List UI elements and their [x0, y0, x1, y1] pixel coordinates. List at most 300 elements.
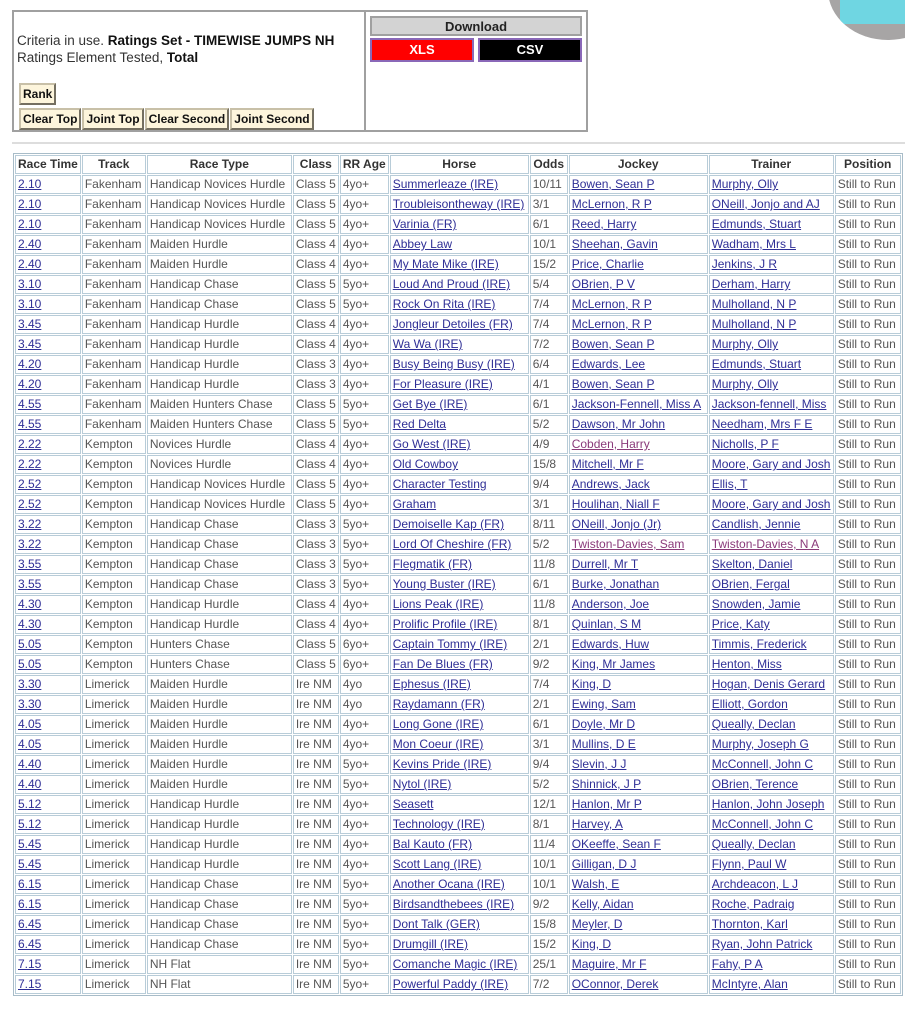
- trainer-link[interactable]: Henton, Miss: [711, 657, 782, 671]
- cell-race-time[interactable]: [15, 735, 81, 754]
- trainer-link[interactable]: McConnell, John C: [711, 757, 814, 771]
- cell-jockey[interactable]: [569, 415, 708, 434]
- cell-horse[interactable]: [390, 775, 529, 794]
- cell-jockey[interactable]: [569, 495, 708, 514]
- horse-link[interactable]: Go West (IRE): [392, 437, 471, 451]
- cell-trainer[interactable]: [709, 695, 834, 714]
- trainer-link[interactable]: Needham, Mrs F E: [711, 417, 813, 431]
- trainer-link[interactable]: Moore, Gary and Josh: [711, 497, 831, 511]
- cell-jockey[interactable]: [569, 755, 708, 774]
- trainer-link[interactable]: Mulholland, N P: [711, 297, 797, 311]
- jockey-link[interactable]: Burke, Jonathan: [571, 577, 660, 591]
- cell-horse[interactable]: [390, 415, 529, 434]
- cell-race-time[interactable]: [15, 555, 81, 574]
- cell-horse[interactable]: [390, 495, 529, 514]
- cell-trainer[interactable]: [709, 515, 834, 534]
- trainer-link[interactable]: Roche, Padraig: [711, 897, 795, 911]
- cell-jockey[interactable]: [569, 555, 708, 574]
- race-time-link[interactable]: 6.45: [18, 937, 42, 951]
- race-time-link[interactable]: 6.45: [18, 917, 42, 931]
- race-time-link[interactable]: 3.45: [18, 317, 42, 331]
- cell-jockey[interactable]: [569, 395, 708, 414]
- jockey-link[interactable]: Anderson, Joe: [571, 597, 650, 611]
- race-time-link[interactable]: 4.05: [18, 737, 42, 751]
- cell-jockey[interactable]: [569, 215, 708, 234]
- horse-link[interactable]: Graham: [392, 497, 437, 511]
- horse-link[interactable]: Drumgill (IRE): [392, 937, 469, 951]
- cell-race-time[interactable]: [15, 495, 81, 514]
- trainer-link[interactable]: OBrien, Fergal: [711, 577, 790, 591]
- race-time-link[interactable]: 4.05: [18, 717, 42, 731]
- horse-link[interactable]: Young Buster (IRE): [392, 577, 496, 591]
- trainer-link[interactable]: Edmunds, Stuart: [711, 217, 802, 231]
- cell-horse[interactable]: [390, 855, 529, 874]
- cell-horse[interactable]: [390, 255, 529, 274]
- cell-trainer[interactable]: [709, 775, 834, 794]
- cell-trainer[interactable]: [709, 715, 834, 734]
- race-time-link[interactable]: 2.40: [18, 257, 42, 271]
- cell-horse[interactable]: [390, 655, 529, 674]
- cell-race-time[interactable]: [15, 615, 81, 634]
- cell-jockey[interactable]: [569, 335, 708, 354]
- cell-race-time[interactable]: [15, 855, 81, 874]
- cell-jockey[interactable]: [569, 475, 708, 494]
- cell-trainer[interactable]: [709, 175, 834, 194]
- cell-jockey[interactable]: [569, 735, 708, 754]
- race-time-link[interactable]: 6.15: [18, 877, 42, 891]
- jockey-link[interactable]: Hanlon, Mr P: [571, 797, 642, 811]
- jockey-link[interactable]: Meyler, D: [571, 917, 623, 931]
- cell-horse[interactable]: [390, 315, 529, 334]
- horse-link[interactable]: Seasett: [392, 797, 434, 811]
- jockey-link[interactable]: Edwards, Huw: [571, 637, 650, 651]
- cell-horse[interactable]: [390, 975, 529, 994]
- cell-trainer[interactable]: [709, 335, 834, 354]
- cell-trainer[interactable]: [709, 635, 834, 654]
- trainer-link[interactable]: Candlish, Jennie: [711, 517, 801, 531]
- cell-trainer[interactable]: [709, 875, 834, 894]
- cell-race-time[interactable]: [15, 955, 81, 974]
- cell-race-time[interactable]: [15, 635, 81, 654]
- cell-trainer[interactable]: [709, 735, 834, 754]
- cell-jockey[interactable]: [569, 775, 708, 794]
- race-time-link[interactable]: 3.45: [18, 337, 42, 351]
- cell-trainer[interactable]: [709, 655, 834, 674]
- cell-race-time[interactable]: [15, 455, 81, 474]
- trainer-link[interactable]: Hogan, Denis Gerard: [711, 677, 826, 691]
- cell-horse[interactable]: [390, 935, 529, 954]
- cell-horse[interactable]: [390, 175, 529, 194]
- horse-link[interactable]: Character Testing: [392, 477, 487, 491]
- horse-link[interactable]: Rock On Rita (IRE): [392, 297, 496, 311]
- trainer-link[interactable]: Elliott, Gordon: [711, 697, 788, 711]
- cell-race-time[interactable]: [15, 215, 81, 234]
- cell-trainer[interactable]: [709, 355, 834, 374]
- cell-jockey[interactable]: [569, 795, 708, 814]
- horse-link[interactable]: Nytol (IRE): [392, 777, 452, 791]
- jockey-link[interactable]: Kelly, Aidan: [571, 897, 634, 911]
- jockey-link[interactable]: Bowen, Sean P: [571, 377, 655, 391]
- cell-horse[interactable]: [390, 895, 529, 914]
- cell-trainer[interactable]: [709, 675, 834, 694]
- horse-link[interactable]: Red Delta: [392, 417, 447, 431]
- horse-link[interactable]: Birdsandthebees (IRE): [392, 897, 515, 911]
- race-time-link[interactable]: 3.10: [18, 297, 42, 311]
- horse-link[interactable]: Fan De Blues (FR): [392, 657, 493, 671]
- horse-link[interactable]: Prolific Profile (IRE): [392, 617, 498, 631]
- cell-horse[interactable]: [390, 875, 529, 894]
- trainer-link[interactable]: Hanlon, John Joseph: [711, 797, 825, 811]
- cell-horse[interactable]: [390, 235, 529, 254]
- cell-trainer[interactable]: [709, 495, 834, 514]
- clear-top-button[interactable]: Clear Top: [19, 108, 81, 130]
- jockey-link[interactable]: McLernon, R P: [571, 297, 652, 311]
- race-time-link[interactable]: 2.10: [18, 217, 42, 231]
- cell-jockey[interactable]: [569, 875, 708, 894]
- cell-horse[interactable]: [390, 455, 529, 474]
- race-time-link[interactable]: 6.15: [18, 897, 42, 911]
- cell-race-time[interactable]: [15, 515, 81, 534]
- jockey-link[interactable]: Mitchell, Mr F: [571, 457, 644, 471]
- cell-jockey[interactable]: [569, 195, 708, 214]
- cell-horse[interactable]: [390, 735, 529, 754]
- cell-trainer[interactable]: [709, 435, 834, 454]
- cell-jockey[interactable]: [569, 835, 708, 854]
- csv-download-button[interactable]: CSV: [478, 38, 582, 62]
- cell-trainer[interactable]: [709, 935, 834, 954]
- jockey-link[interactable]: Jackson-Fennell, Miss A: [571, 397, 702, 411]
- horse-link[interactable]: Powerful Paddy (IRE): [392, 977, 509, 991]
- cell-jockey[interactable]: [569, 255, 708, 274]
- trainer-link[interactable]: Snowden, Jamie: [711, 597, 801, 611]
- jockey-link[interactable]: Quinlan, S M: [571, 617, 642, 631]
- cell-race-time[interactable]: [15, 395, 81, 414]
- jockey-link[interactable]: Twiston-Davies, Sam: [571, 537, 685, 551]
- trainer-link[interactable]: Murphy, Joseph G: [711, 737, 809, 751]
- xls-download-button[interactable]: XLS: [370, 38, 474, 62]
- jockey-link[interactable]: OKeeffe, Sean F: [571, 837, 661, 851]
- rank-button[interactable]: Rank: [19, 83, 56, 105]
- cell-jockey[interactable]: [569, 975, 708, 994]
- trainer-link[interactable]: Thornton, Karl: [711, 917, 788, 931]
- trainer-link[interactable]: Timmis, Frederick: [711, 637, 807, 651]
- cell-horse[interactable]: [390, 295, 529, 314]
- cell-jockey[interactable]: [569, 855, 708, 874]
- cell-jockey[interactable]: [569, 235, 708, 254]
- horse-link[interactable]: Flegmatik (FR): [392, 557, 473, 571]
- cell-trainer[interactable]: [709, 195, 834, 214]
- cell-trainer[interactable]: [709, 855, 834, 874]
- cell-horse[interactable]: [390, 475, 529, 494]
- cell-race-time[interactable]: [15, 815, 81, 834]
- cell-jockey[interactable]: [569, 515, 708, 534]
- horse-link[interactable]: Scott Lang (IRE): [392, 857, 482, 871]
- cell-jockey[interactable]: [569, 915, 708, 934]
- cell-jockey[interactable]: [569, 695, 708, 714]
- horse-link[interactable]: Old Cowboy: [392, 457, 459, 471]
- horse-link[interactable]: Lord Of Cheshire (FR): [392, 537, 512, 551]
- cell-horse[interactable]: [390, 615, 529, 634]
- cell-trainer[interactable]: [709, 955, 834, 974]
- cell-race-time[interactable]: [15, 275, 81, 294]
- horse-link[interactable]: Bal Kauto (FR): [392, 837, 473, 851]
- horse-link[interactable]: Summerleaze (IRE): [392, 177, 499, 191]
- cell-trainer[interactable]: [709, 555, 834, 574]
- trainer-link[interactable]: Wadham, Mrs L: [711, 237, 796, 251]
- cell-horse[interactable]: [390, 915, 529, 934]
- cell-horse[interactable]: [390, 755, 529, 774]
- horse-link[interactable]: Long Gone (IRE): [392, 717, 484, 731]
- cell-jockey[interactable]: [569, 955, 708, 974]
- cell-race-time[interactable]: [15, 975, 81, 994]
- horse-link[interactable]: For Pleasure (IRE): [392, 377, 493, 391]
- jockey-link[interactable]: Bowen, Sean P: [571, 337, 655, 351]
- race-time-link[interactable]: 2.22: [18, 457, 42, 471]
- cell-race-time[interactable]: [15, 695, 81, 714]
- race-time-link[interactable]: 5.12: [18, 817, 42, 831]
- cell-horse[interactable]: [390, 275, 529, 294]
- cell-jockey[interactable]: [569, 575, 708, 594]
- cell-race-time[interactable]: [15, 375, 81, 394]
- cell-horse[interactable]: [390, 435, 529, 454]
- jockey-link[interactable]: King, D: [571, 677, 612, 691]
- cell-horse[interactable]: [390, 675, 529, 694]
- trainer-link[interactable]: Queally, Declan: [711, 837, 796, 851]
- race-time-link[interactable]: 5.12: [18, 797, 42, 811]
- jockey-link[interactable]: Mullins, D E: [571, 737, 636, 751]
- horse-link[interactable]: Ephesus (IRE): [392, 677, 471, 691]
- jockey-link[interactable]: OConnor, Derek: [571, 977, 659, 991]
- jockey-link[interactable]: Maguire, Mr F: [571, 957, 647, 971]
- cell-trainer[interactable]: [709, 895, 834, 914]
- jockey-link[interactable]: Walsh, E: [571, 877, 620, 891]
- cell-horse[interactable]: [390, 695, 529, 714]
- jockey-link[interactable]: Gilligan, D J: [571, 857, 637, 871]
- cell-jockey[interactable]: [569, 455, 708, 474]
- horse-link[interactable]: Another Ocana (IRE): [392, 877, 505, 891]
- trainer-link[interactable]: Queally, Declan: [711, 717, 796, 731]
- trainer-link[interactable]: Ryan, John Patrick: [711, 937, 813, 951]
- cell-horse[interactable]: [390, 815, 529, 834]
- cell-race-time[interactable]: [15, 795, 81, 814]
- horse-link[interactable]: Mon Coeur (IRE): [392, 737, 484, 751]
- cell-horse[interactable]: [390, 835, 529, 854]
- trainer-link[interactable]: McConnell, John C: [711, 817, 814, 831]
- cell-race-time[interactable]: [15, 895, 81, 914]
- jockey-link[interactable]: Andrews, Jack: [571, 477, 650, 491]
- cell-race-time[interactable]: [15, 315, 81, 334]
- horse-link[interactable]: Busy Being Busy (IRE): [392, 357, 515, 371]
- cell-jockey[interactable]: [569, 615, 708, 634]
- jockey-link[interactable]: Houlihan, Niall F: [571, 497, 660, 511]
- race-time-link[interactable]: 2.10: [18, 177, 42, 191]
- jockey-link[interactable]: McLernon, R P: [571, 317, 652, 331]
- horse-link[interactable]: Kevins Pride (IRE): [392, 757, 492, 771]
- cell-horse[interactable]: [390, 215, 529, 234]
- horse-link[interactable]: Abbey Law: [392, 237, 453, 251]
- race-time-link[interactable]: 3.22: [18, 537, 42, 551]
- cell-trainer[interactable]: [709, 475, 834, 494]
- cell-trainer[interactable]: [709, 975, 834, 994]
- race-time-link[interactable]: 4.55: [18, 417, 42, 431]
- jockey-link[interactable]: Doyle, Mr D: [571, 717, 636, 731]
- jockey-link[interactable]: King, Mr James: [571, 657, 656, 671]
- trainer-link[interactable]: Edmunds, Stuart: [711, 357, 802, 371]
- race-time-link[interactable]: 5.45: [18, 857, 42, 871]
- cell-race-time[interactable]: [15, 715, 81, 734]
- race-time-link[interactable]: 4.40: [18, 757, 42, 771]
- trainer-link[interactable]: Fahy, P A: [711, 957, 763, 971]
- trainer-link[interactable]: Murphy, Olly: [711, 377, 779, 391]
- race-time-link[interactable]: 3.10: [18, 277, 42, 291]
- jockey-link[interactable]: Durrell, Mr T: [571, 557, 639, 571]
- cell-race-time[interactable]: [15, 475, 81, 494]
- race-time-link[interactable]: 3.22: [18, 517, 42, 531]
- cell-race-time[interactable]: [15, 775, 81, 794]
- cell-horse[interactable]: [390, 715, 529, 734]
- race-time-link[interactable]: 4.20: [18, 357, 42, 371]
- cell-race-time[interactable]: [15, 235, 81, 254]
- horse-link[interactable]: Troubleisontheway (IRE): [392, 197, 525, 211]
- horse-link[interactable]: Demoiselle Kap (FR): [392, 517, 505, 531]
- cell-horse[interactable]: [390, 635, 529, 654]
- cell-jockey[interactable]: [569, 435, 708, 454]
- race-time-link[interactable]: 7.15: [18, 957, 42, 971]
- race-time-link[interactable]: 2.10: [18, 197, 42, 211]
- race-time-link[interactable]: 3.55: [18, 557, 42, 571]
- cell-jockey[interactable]: [569, 675, 708, 694]
- jockey-link[interactable]: Reed, Harry: [571, 217, 637, 231]
- cell-trainer[interactable]: [709, 835, 834, 854]
- race-time-link[interactable]: 4.30: [18, 617, 42, 631]
- cell-jockey[interactable]: [569, 295, 708, 314]
- cell-race-time[interactable]: [15, 195, 81, 214]
- trainer-link[interactable]: Murphy, Olly: [711, 177, 779, 191]
- cell-trainer[interactable]: [709, 915, 834, 934]
- trainer-link[interactable]: McIntyre, Alan: [711, 977, 788, 991]
- cell-trainer[interactable]: [709, 295, 834, 314]
- jockey-link[interactable]: Shinnick, J P: [571, 777, 642, 791]
- race-time-link[interactable]: 5.05: [18, 657, 42, 671]
- cell-jockey[interactable]: [569, 375, 708, 394]
- cell-jockey[interactable]: [569, 175, 708, 194]
- jockey-link[interactable]: Price, Charlie: [571, 257, 644, 271]
- cell-race-time[interactable]: [15, 435, 81, 454]
- cell-race-time[interactable]: [15, 875, 81, 894]
- cell-trainer[interactable]: [709, 595, 834, 614]
- trainer-link[interactable]: Price, Katy: [711, 617, 770, 631]
- cell-trainer[interactable]: [709, 455, 834, 474]
- cell-jockey[interactable]: [569, 535, 708, 554]
- cell-jockey[interactable]: [569, 355, 708, 374]
- cell-trainer[interactable]: [709, 575, 834, 594]
- cell-race-time[interactable]: [15, 915, 81, 934]
- cell-race-time[interactable]: [15, 355, 81, 374]
- cell-horse[interactable]: [390, 375, 529, 394]
- horse-link[interactable]: Loud And Proud (IRE): [392, 277, 511, 291]
- cell-horse[interactable]: [390, 195, 529, 214]
- cell-horse[interactable]: [390, 795, 529, 814]
- cell-trainer[interactable]: [709, 235, 834, 254]
- cell-race-time[interactable]: [15, 295, 81, 314]
- jockey-link[interactable]: McLernon, R P: [571, 197, 652, 211]
- cell-horse[interactable]: [390, 955, 529, 974]
- trainer-link[interactable]: OBrien, Terence: [711, 777, 799, 791]
- cell-race-time[interactable]: [15, 935, 81, 954]
- cell-jockey[interactable]: [569, 935, 708, 954]
- trainer-link[interactable]: ONeill, Jonjo and AJ: [711, 197, 820, 211]
- joint-top-button[interactable]: Joint Top: [82, 108, 143, 130]
- horse-link[interactable]: Wa Wa (IRE): [392, 337, 463, 351]
- trainer-link[interactable]: Twiston-Davies, N A: [711, 537, 820, 551]
- trainer-link[interactable]: Archdeacon, L J: [711, 877, 798, 891]
- cell-trainer[interactable]: [709, 215, 834, 234]
- race-time-link[interactable]: 4.30: [18, 597, 42, 611]
- cell-trainer[interactable]: [709, 815, 834, 834]
- jockey-link[interactable]: Harvey, A: [571, 817, 623, 831]
- jockey-link[interactable]: Sheehan, Gavin: [571, 237, 658, 251]
- trainer-link[interactable]: Nicholls, P F: [711, 437, 779, 451]
- cell-race-time[interactable]: [15, 175, 81, 194]
- cell-trainer[interactable]: [709, 375, 834, 394]
- cell-horse[interactable]: [390, 595, 529, 614]
- cell-race-time[interactable]: [15, 255, 81, 274]
- cell-horse[interactable]: [390, 515, 529, 534]
- floating-action-button[interactable]: [828, 0, 905, 40]
- jockey-link[interactable]: ONeill, Jonjo (Jr): [571, 517, 662, 531]
- trainer-link[interactable]: Ellis, T: [711, 477, 748, 491]
- trainer-link[interactable]: Flynn, Paul W: [711, 857, 787, 871]
- cell-jockey[interactable]: [569, 595, 708, 614]
- jockey-link[interactable]: Cobden, Harry: [571, 437, 650, 451]
- cell-trainer[interactable]: [709, 795, 834, 814]
- horse-link[interactable]: Captain Tommy (IRE): [392, 637, 508, 651]
- horse-link[interactable]: Lions Peak (IRE): [392, 597, 484, 611]
- jockey-link[interactable]: Bowen, Sean P: [571, 177, 655, 191]
- jockey-link[interactable]: Edwards, Lee: [571, 357, 646, 371]
- cell-jockey[interactable]: [569, 815, 708, 834]
- trainer-link[interactable]: Moore, Gary and Josh: [711, 457, 831, 471]
- joint-second-button[interactable]: Joint Second: [230, 108, 313, 130]
- trainer-link[interactable]: Murphy, Olly: [711, 337, 779, 351]
- horse-link[interactable]: Jongleur Detoiles (FR): [392, 317, 513, 331]
- cell-horse[interactable]: [390, 335, 529, 354]
- race-time-link[interactable]: 2.22: [18, 437, 42, 451]
- cell-trainer[interactable]: [709, 415, 834, 434]
- jockey-link[interactable]: Slevin, J J: [571, 757, 627, 771]
- race-time-link[interactable]: 3.30: [18, 697, 42, 711]
- race-time-link[interactable]: 3.55: [18, 577, 42, 591]
- horse-link[interactable]: Dont Talk (GER): [392, 917, 480, 931]
- cell-jockey[interactable]: [569, 895, 708, 914]
- race-time-link[interactable]: 4.40: [18, 777, 42, 791]
- cell-jockey[interactable]: [569, 655, 708, 674]
- horse-link[interactable]: Raydamann (FR): [392, 697, 485, 711]
- cell-race-time[interactable]: [15, 675, 81, 694]
- cell-horse[interactable]: [390, 535, 529, 554]
- cell-trainer[interactable]: [709, 255, 834, 274]
- clear-second-button[interactable]: Clear Second: [145, 108, 230, 130]
- horse-link[interactable]: Comanche Magic (IRE): [392, 957, 518, 971]
- horse-link[interactable]: My Mate Mike (IRE): [392, 257, 499, 271]
- cell-horse[interactable]: [390, 555, 529, 574]
- cell-race-time[interactable]: [15, 835, 81, 854]
- race-time-link[interactable]: 4.55: [18, 397, 42, 411]
- trainer-link[interactable]: Jackson-fennell, Miss: [711, 397, 827, 411]
- cell-race-time[interactable]: [15, 415, 81, 434]
- race-time-link[interactable]: 5.45: [18, 837, 42, 851]
- cell-race-time[interactable]: [15, 595, 81, 614]
